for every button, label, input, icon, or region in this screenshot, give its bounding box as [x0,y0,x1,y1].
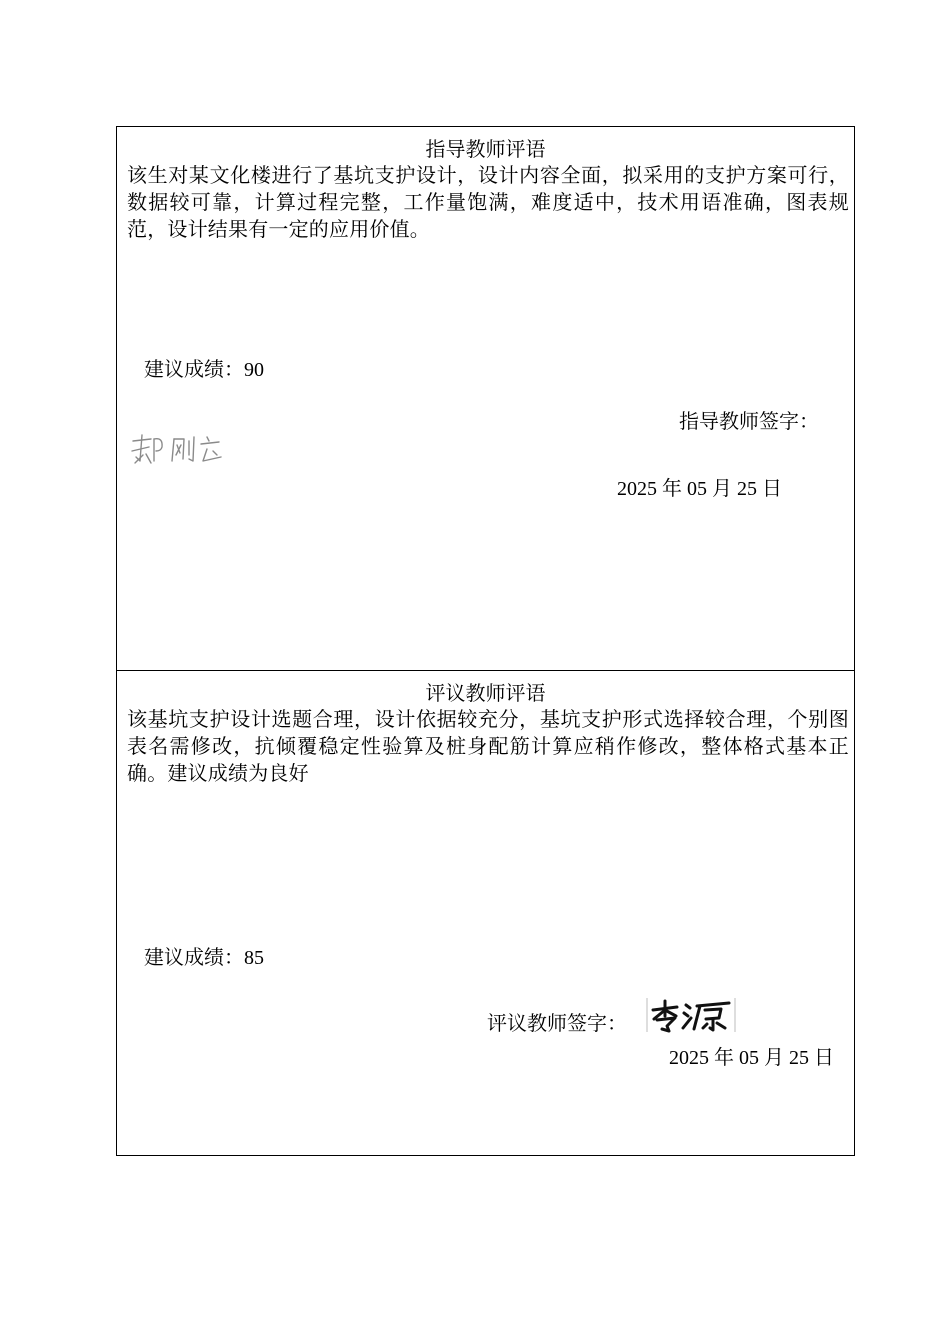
reviewer-signature-image [645,996,739,1034]
advisor-evaluation-box [116,126,855,671]
advisor-comment: 该生对某文化楼进行了基坑支护设计，设计内容全面，拟采用的支护方案可行，数据较可靠，计算过程完整，工作量饱满，难度适中，技术用语准确，图表规范，设计结果有一定的应用价值。 [127,165,849,241]
reviewer-heading: 评议教师评语 [425,683,546,705]
reviewer-comment: 该基坑支护设计选题合理，设计依据较充分，基坑支护形式选择较合理，个别图表名需修改，抗倾覆稳定性验算及桩身配筋计算应稍作修改，整体格式基本正确。建议成绩为良好 [127,709,849,785]
advisor-heading: 指导教师评语 [425,139,546,161]
advisor-date: 2025 年 05 月 25 日 [617,478,782,500]
reviewer-date: 2025 年 05 月 25 日 [669,1047,834,1069]
advisor-grade: 建议成绩：90 [144,359,264,381]
advisor-signature-label: 指导教师签字： [679,411,819,433]
reviewer-signature-label: 评议教师签字： [487,1013,627,1035]
reviewer-grade: 建议成绩：85 [144,947,264,969]
reviewer-evaluation-box [116,670,855,1156]
advisor-signature-image [127,427,227,469]
